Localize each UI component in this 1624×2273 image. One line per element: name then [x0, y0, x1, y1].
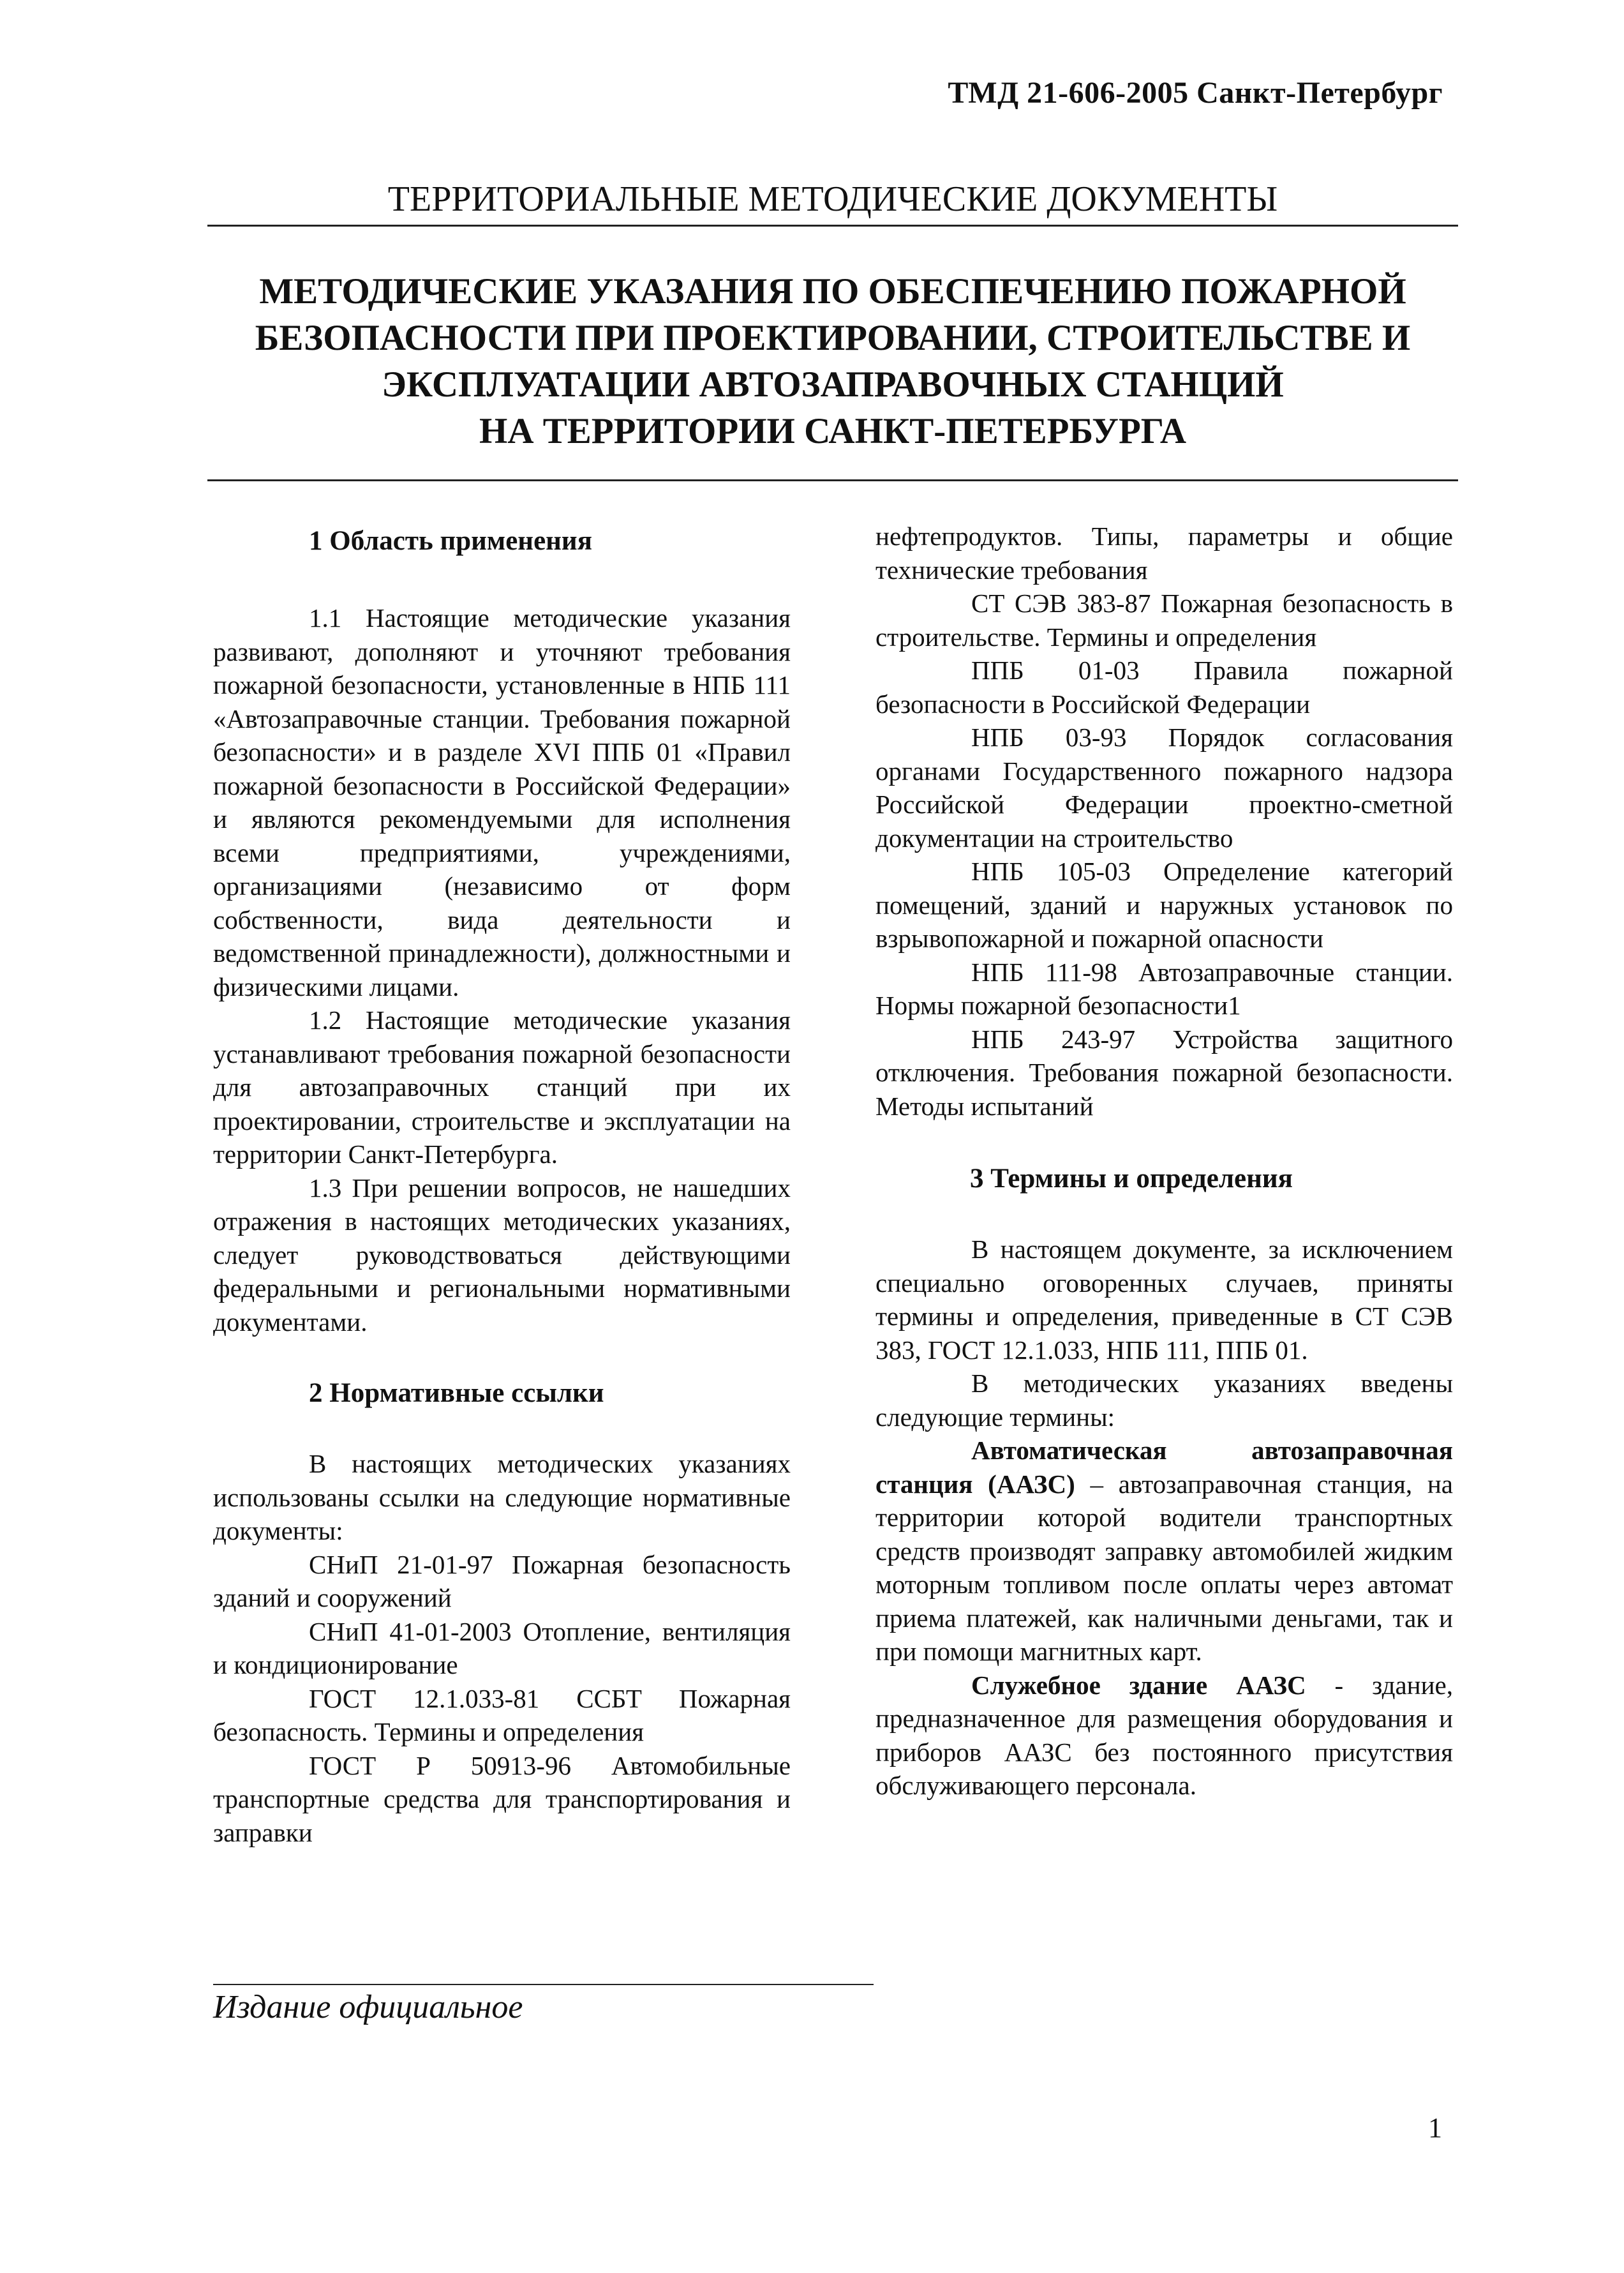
reference-gost-r-50913-part-1: ГОСТ Р 50913-96 Автомобильные транспортные средства для транспортирования и заправки — [213, 1750, 791, 1847]
term-service-building: Служебное здание ААЗС — [971, 1670, 1306, 1700]
term-aazs: Автоматическая автозаправочная станция (ААЗС) — [875, 1436, 1453, 1499]
left-column — [213, 522, 791, 1849]
reference-npb-105-03: НПБ 105-03 Определение категорий помещений, зданий и наружных установок по взрывопожарной и пожарной опасности — [875, 857, 1453, 953]
definition-service-building — [875, 1669, 1453, 1803]
title-line-4: НА ТЕРРИТОРИИ САНКТ-ПЕТЕРБУРГА — [479, 411, 1187, 451]
section-3-paragraph-2: В методических указаниях введены следующие термины: — [875, 1369, 1453, 1432]
reference-gost-12-1-033: ГОСТ 12.1.033-81 ССБТ Пожарная безопасность. Термины и определения — [213, 1683, 791, 1746]
title-line-2: БЕЗОПАСНОСТИ ПРИ ПРОЕКТИРОВАНИИ, СТРОИТЕЛЬСТВЕ И — [255, 318, 1411, 358]
reference-ppb-01-03: ППБ 01-03 Правила пожарной безопасности в Российской Федерации — [875, 656, 1453, 719]
reference-npb-03-93: НПБ 03-93 Порядок согласования органами Государственного пожарного надзора Российской Федерации проектно-сметной документации на строительство — [875, 723, 1453, 853]
reference-gost-r-50913-part-2: нефтепродуктов. Типы, параметры и общие технические требования — [875, 521, 1453, 585]
right-column — [875, 521, 1453, 1803]
term-service-building-definition: - здание, предназначенное для размещения оборудования и приборов ААЗС без постоянного присутствия обслуживающего персонала. — [875, 1670, 1453, 1800]
paragraph-1-1: 1.1 Настоящие методические указания развивают, дополняют и уточняют требования пожарной безопасности, установленные в НПБ 111 «Автозаправочные станции. Требования пожарной безопасности» и в разделе XVI ППБ 01 «Правил пожарной безопасности в Российской Федерации» и являются рекомендуемыми для исполнения всеми предприятиями, учреждениями, организациями (независимо от форм собственности, вида деятельности и ведомственной принадлежности), должностными и физическими лицами. — [213, 603, 791, 1001]
page-number: 1 — [1428, 2112, 1442, 2143]
section-2-heading: 2 Нормативные ссылки — [309, 1378, 604, 1408]
paragraph-1-3: 1.3 При решении вопросов, не нашедших отражения в настоящих методических указаниях, следует руководствоваться действующими федеральными и региональными нормативными документами. — [213, 1173, 791, 1337]
paragraph-1-2: 1.2 Настоящие методические указания устанавливают требования пожарной безопасности для автозаправочных станций при их проектировании, строительстве и эксплуатации на территории Санкт-Петербурга. — [213, 1005, 791, 1169]
term-aazs-definition: – автозаправочная станция, на территории которой водители транспортных средств производят заправку автомобилей жидким моторным топливом после оплаты через автомат приема платежей, как наличными деньгами, так и при помощи магнитных карт. — [875, 1469, 1453, 1666]
title-rule — [207, 479, 1458, 481]
reference-snip-41-01-2003: СНиП 41-01-2003 Отопление, вентиляция и кондиционирование — [213, 1616, 791, 1679]
document-title — [207, 268, 1458, 454]
title-line-1: МЕТОДИЧЕСКИЕ УКАЗАНИЯ ПО ОБЕСПЕЧЕНИЮ ПОЖАРНОЙ — [259, 271, 1406, 311]
document-type-heading: ТЕРРИТОРИАЛЬНЫЕ МЕТОДИЧЕСКИЕ ДОКУМЕНТЫ — [387, 179, 1278, 219]
definition-aazs — [875, 1434, 1453, 1669]
section-2-intro: В настоящих методических указаниях использованы ссылки на следующие нормативные документы: — [213, 1449, 791, 1545]
section-3-paragraph-1: В настоящем документе, за исключением специально оговоренных случаев, приняты термины и определения, приведенные в СТ СЭВ 383, ГОСТ 12.1.033, НПБ 111, ППБ 01. — [875, 1234, 1453, 1365]
reference-npb-243-97: НПБ 243-97 Устройства защитного отключения. Требования пожарной безопасности. Методы испытаний — [875, 1024, 1453, 1121]
reference-st-sev-383-87: СТ СЭВ 383-87 Пожарная безопасность в строительстве. Термины и определения — [875, 589, 1453, 652]
title-line-3: ЭКСПЛУАТАЦИИ АВТОЗАПРАВОЧНЫХ СТАНЦИЙ — [382, 364, 1284, 405]
document-code: ТМД 21-606-2005 Санкт-Петербург — [948, 76, 1443, 110]
header-rule — [207, 225, 1458, 227]
reference-snip-21-01-97: СНиП 21-01-97 Пожарная безопасность зданий и сооружений — [213, 1549, 791, 1612]
section-3-heading: 3 Термины и определения — [970, 1164, 1293, 1194]
section-1-heading: 1 Область применения — [309, 526, 592, 556]
reference-npb-111-98: НПБ 111-98 Автозаправочные станции. Нормы пожарной безопасности1 — [875, 957, 1453, 1020]
footer-rule — [213, 1984, 874, 1985]
edition-note: Издание официальное — [213, 1989, 523, 2025]
